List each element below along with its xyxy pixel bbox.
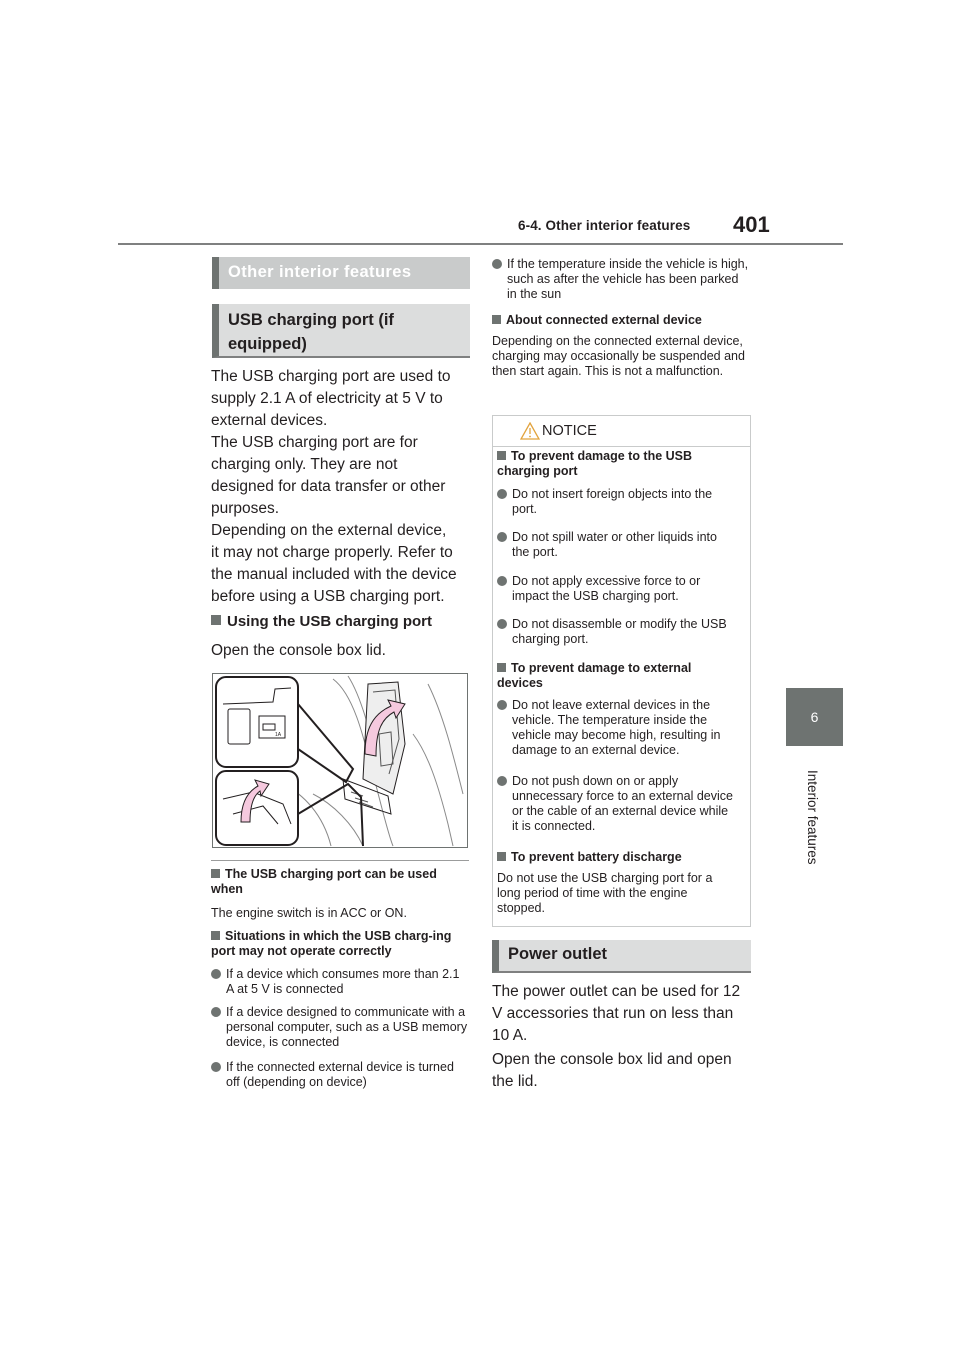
note1-heading — [211, 867, 469, 897]
section-title: 6-4. Other interior features — [518, 218, 691, 233]
bullet-icon — [497, 776, 507, 786]
bullet-icon — [497, 576, 507, 586]
usb-intro — [211, 366, 473, 608]
intro-line: The USB charging port are used to — [211, 368, 451, 385]
list-item-text: Do not disassemble or modify the USB charging port. — [512, 617, 727, 646]
bullet-icon — [497, 489, 507, 499]
list-item-text: Do not insert foreign objects into the port. — [512, 487, 713, 516]
intro-line: supply 2.1 A of electricity at 5 V to — [211, 390, 443, 407]
warning-triangle-icon — [520, 422, 540, 440]
chapter-title-vertical — [800, 770, 826, 890]
note2-heading — [211, 929, 469, 959]
list-item — [497, 487, 737, 517]
using-text: Open the console box lid. — [211, 642, 386, 659]
list-item-text: Do not spill water or other liquids into the port. — [512, 530, 717, 559]
subsection-heading-text: USB charging port (if equipped) — [228, 311, 394, 353]
list-item — [497, 617, 737, 647]
list-item-text: Do not leave external devices in the vehicle. The temperature inside the vehicle may become high, resulting in damage to an external device. — [512, 698, 721, 757]
about-text: Depending on the connected external device, charging may occasionally be suspended and then start again. This is not a malfunction. — [492, 334, 745, 378]
list-item-text: Do not apply excessive force to or impact the USB charging port. — [512, 574, 701, 603]
list-item-text: If the temperature inside the vehicle is high, such as after the vehicle has been parked in the sun — [507, 257, 749, 301]
notice-header — [493, 416, 750, 447]
square-bullet-icon — [211, 615, 221, 625]
notice-group-heading-text: To prevent battery discharge — [511, 850, 682, 864]
bullet-icon — [211, 1062, 221, 1072]
bullet-icon — [211, 969, 221, 979]
intro-line: Depending on the external device, — [211, 522, 447, 539]
intro-line: charging only. They are not — [211, 456, 398, 473]
notice-group-heading-text: To prevent damage to external devices — [497, 661, 692, 690]
section-heading — [212, 257, 470, 289]
square-bullet-icon — [497, 852, 506, 861]
intro-line: the manual included with the device — [211, 566, 457, 583]
subsection-heading — [212, 304, 470, 358]
power-outlet-heading-text: Power outlet — [508, 945, 608, 963]
list-item-text: If the connected external device is turned off (depending on device) — [226, 1060, 454, 1089]
list-item — [211, 1060, 469, 1090]
list-item — [211, 1005, 469, 1050]
intro-line: designed for data transfer or other — [211, 478, 446, 495]
list-item — [492, 257, 750, 302]
square-bullet-icon — [211, 869, 220, 878]
divider — [211, 860, 469, 861]
notice-group-heading-text: To prevent damage to the USB charging port — [497, 449, 693, 478]
using-heading — [211, 613, 432, 630]
list-item — [497, 574, 737, 604]
bullet-icon — [492, 259, 502, 269]
square-bullet-icon — [497, 663, 506, 672]
usb-label: 1A — [275, 732, 282, 738]
notice-group-text: Do not use the USB charging port for a long period of time with the engine stopped. — [497, 871, 713, 915]
notice-group-heading — [497, 661, 737, 691]
section-heading-text: Other interior features — [228, 263, 412, 281]
list-item-text: If a device which consumes more than 2.1 A at 5 V is connected — [226, 967, 460, 996]
intro-line: purposes. — [211, 500, 280, 517]
power-outlet-heading — [492, 940, 751, 973]
note1-heading-text: The USB charging port can be used when — [211, 867, 437, 896]
console-box-illustration — [212, 673, 468, 848]
square-bullet-icon — [211, 931, 220, 940]
intro-line: before using a USB charging port. — [211, 588, 445, 605]
intro-line: it may not charge properly. Refer to — [211, 544, 453, 561]
about-heading-text: About connected external device — [506, 313, 702, 327]
bullet-icon — [497, 532, 507, 542]
notice-group-heading — [497, 850, 737, 865]
note2-heading-text: Situations in which the USB charg-ing port may not operate correctly — [211, 929, 452, 958]
intro-line: The USB charging port are for — [211, 434, 418, 451]
power-text-2: Open the console box lid and open the lid. — [492, 1051, 732, 1090]
using-heading-text: Using the USB charging port — [227, 613, 433, 630]
notice-title: NOTICE — [542, 423, 597, 439]
list-item-text: If a device designed to communicate with a personal computer, such as a USB memory device, is connected — [226, 1005, 468, 1049]
square-bullet-icon — [492, 315, 501, 324]
header-rule — [118, 243, 843, 245]
list-item — [497, 774, 737, 834]
about-heading — [492, 313, 750, 328]
list-item-text: Do not push down on or apply unnecessary force to an external device or the cable of an external device while it is connected. — [512, 774, 733, 833]
chapter-title: Interior features — [805, 770, 820, 865]
power-text-1: The power outlet can be used for 12 V accessories that run on less than 10 A. — [492, 983, 741, 1044]
list-item — [497, 698, 737, 758]
note1-text: The engine switch is in ACC or ON. — [211, 906, 407, 920]
square-bullet-icon — [497, 451, 506, 460]
intro-line: external devices. — [211, 412, 328, 429]
chapter-tab[interactable]: 6 — [786, 688, 843, 746]
bullet-icon — [497, 700, 507, 710]
list-item — [497, 530, 737, 560]
notice-group-heading — [497, 449, 737, 479]
console-box-drawing — [213, 674, 467, 847]
bullet-icon — [211, 1007, 221, 1017]
page-number: 401 — [733, 212, 770, 237]
list-item — [211, 967, 469, 997]
bullet-icon — [497, 619, 507, 629]
